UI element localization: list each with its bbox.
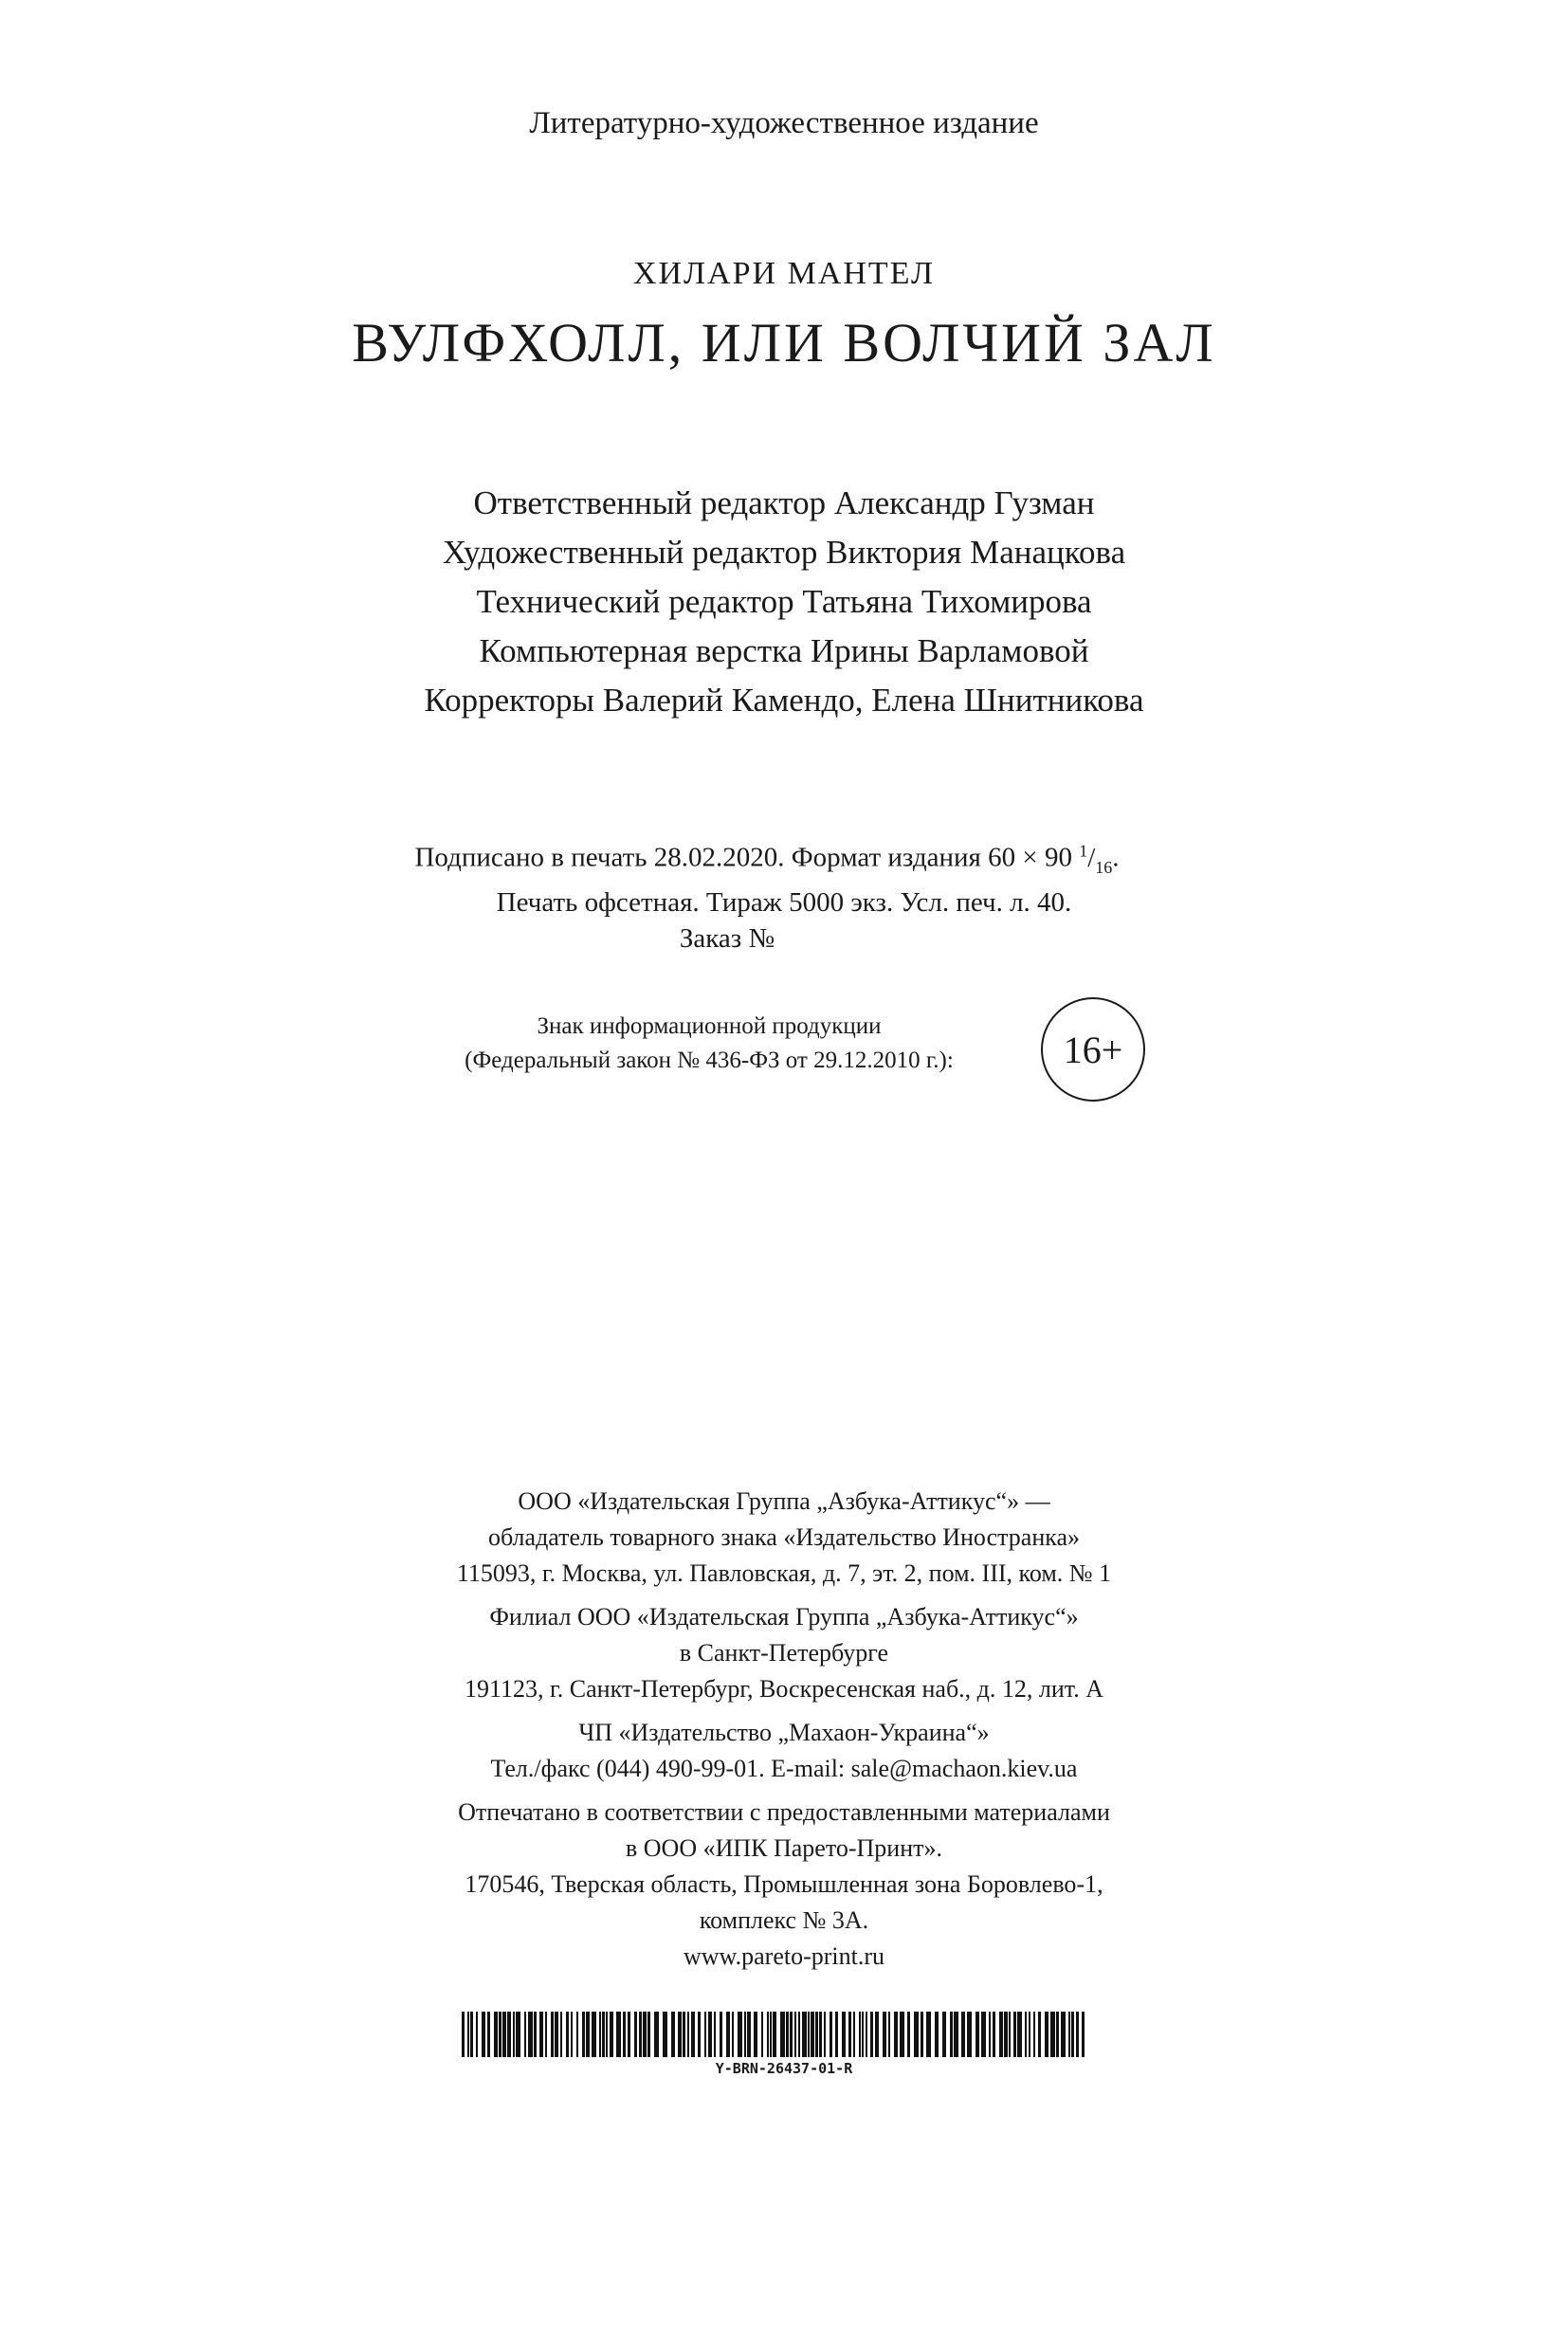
print-signed-line: Подписано в печать 28.02.2020. Формат издания 60 × 90 $^1/_{16}$. — [414, 841, 1120, 877]
info-sign-line: Знак информационной продукции — [537, 1013, 882, 1039]
imprint-line: ЧП «Издательство „Махаон-Украина“» — [578, 1719, 990, 1746]
print-info — [0, 832, 1568, 957]
imprint-line: 170546, Тверская область, Промышленная зона Боровлево-1, — [465, 1870, 1103, 1898]
imprint-line: Филиал ООО «Издательская Группа „Азбука-Аттикус“» — [489, 1603, 1079, 1631]
credit-line: Компьютерная верстка Ирины Варламовой — [479, 632, 1089, 669]
imprint-line: ООО «Издательская Группа „Азбука-Аттикус“» — — [518, 1487, 1050, 1515]
imprint-line: 115093, г. Москва, ул. Павловская, д. 7, эт. 2, пом. III, ком. № 1 — [456, 1559, 1112, 1587]
barcode-code: Y-BRN-26437-01-R — [715, 2060, 853, 2077]
imprint-line: в ООО «ИПК Парето-Принт». — [625, 1834, 942, 1862]
barcode — [462, 2012, 1087, 2057]
credit-line: Художественный редактор Виктория Манацкова — [442, 534, 1126, 571]
order-line: Заказ № — [679, 923, 775, 955]
imprint-block — [0, 1484, 1568, 1975]
edition-type: Литературно-художественное издание — [529, 106, 1039, 140]
print-signed-text: Подписано в печать 28.02.2020. Формат издания 60 × 90 — [414, 842, 1072, 873]
imprint-line: обладатель товарного знака «Издательство Иностранка» — [487, 1523, 1081, 1551]
credit-line: Ответственный редактор Александр Гузман — [473, 484, 1095, 521]
imprint-line: Отпечатано в соответствии с предоставленными материалами — [458, 1798, 1110, 1826]
info-sign-law: (Федеральный закон № 436-ФЗ от 29.12.2010 г.): — [465, 1048, 954, 1073]
format-fraction: $^1/_{16}$ — [1079, 841, 1113, 877]
imprint-line: 191123, г. Санкт-Петербург, Воскресенская наб., д. 12, лит. А — [465, 1675, 1103, 1703]
imprint-line: комплекс № 3А. — [699, 1906, 869, 1934]
imprint-line: в Санкт-Петербурге — [679, 1639, 889, 1667]
info-sign-text — [401, 1010, 1017, 1078]
author-name: ХИЛАРИ МАНТЕЛ — [632, 256, 936, 291]
credit-line: Технический редактор Татьяна Тихомирова — [476, 583, 1092, 620]
credit-line: Корректоры Валерий Камендо, Елена Шнитникова — [424, 682, 1144, 719]
imprint-line: www.pareto-print.ru — [683, 1942, 885, 1970]
credits-block — [0, 479, 1568, 725]
imprint-line: Тел./факс (044) 490-99-01. E-mail: sale@machaon.kiev.ua — [490, 1755, 1078, 1782]
book-title: ВУЛФХОЛЛ, ИЛИ ВОЛЧИЙ ЗАЛ — [352, 312, 1216, 374]
age-rating-badge: 16+ — [1041, 997, 1145, 1102]
print-run-line: Печать офсетная. Тираж 5000 экз. Усл. печ. л. 40. — [496, 887, 1072, 919]
